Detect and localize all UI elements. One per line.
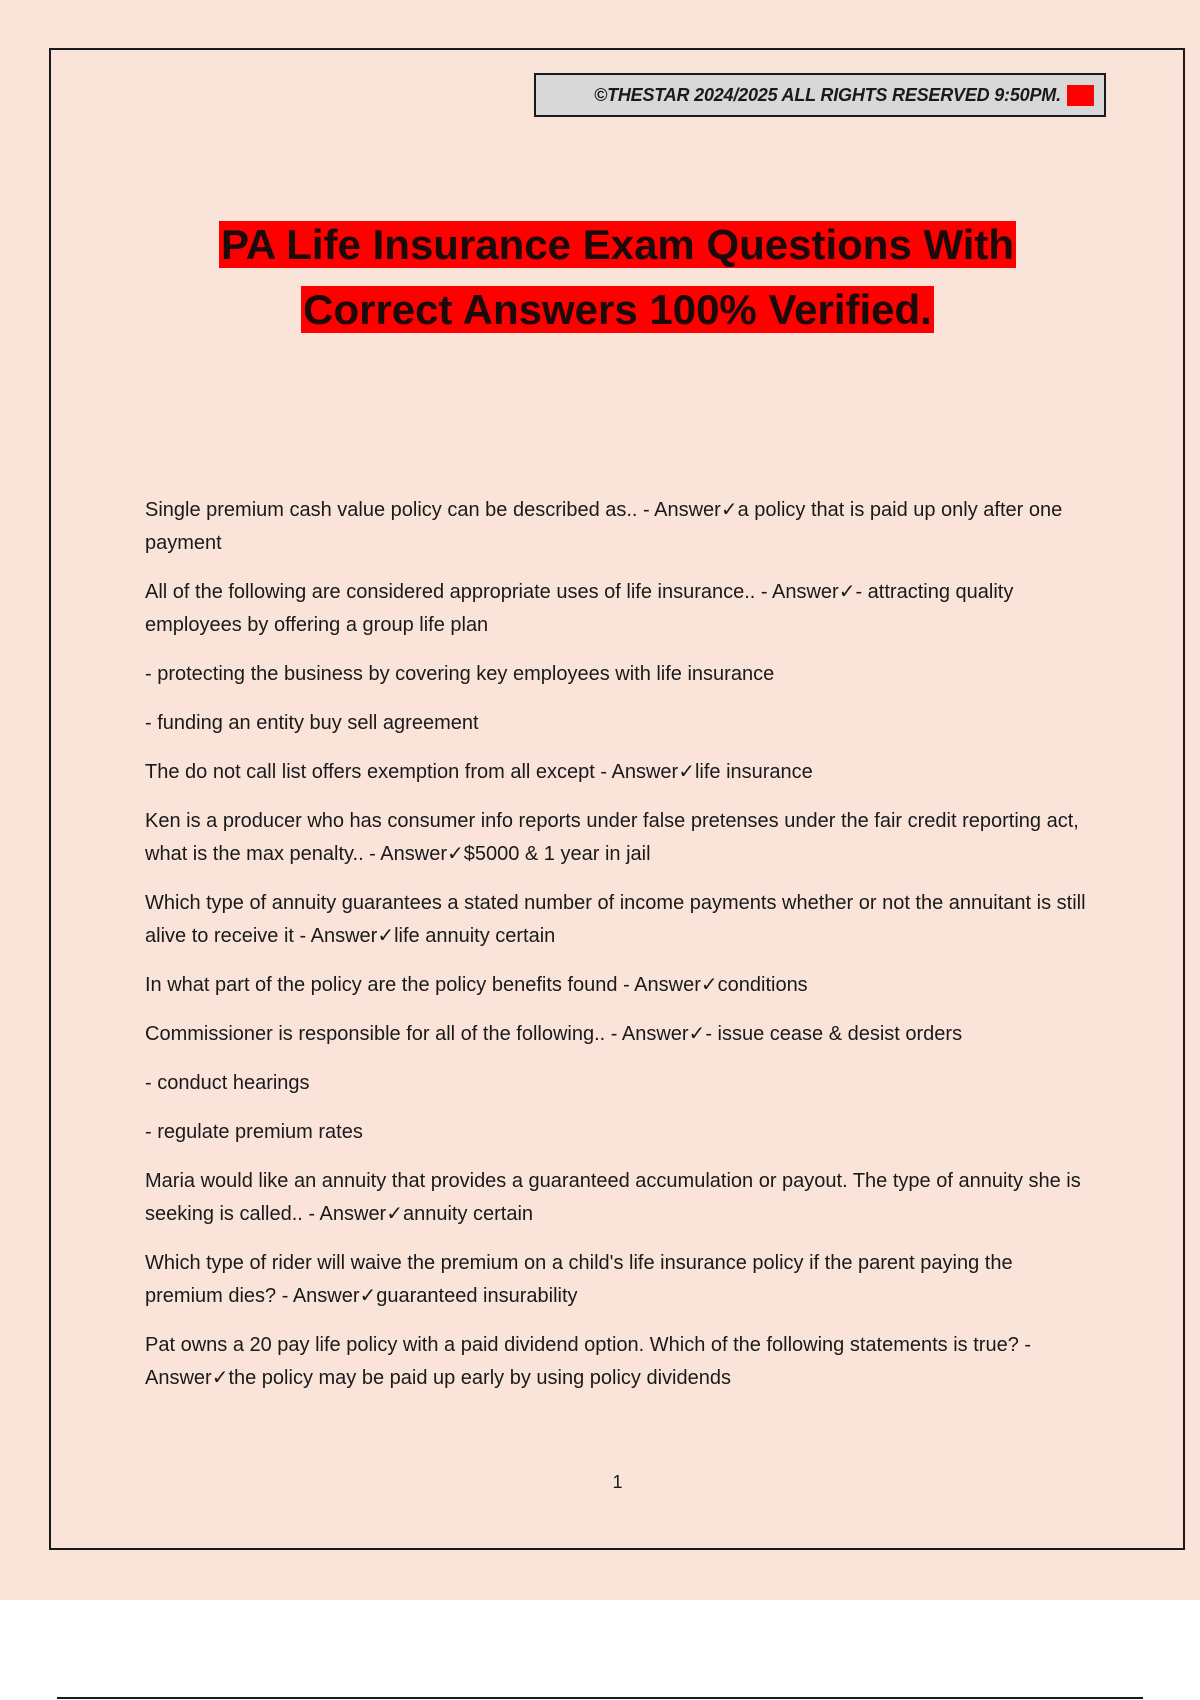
- title-line-1: PA Life Insurance Exam Questions With: [220, 221, 1015, 268]
- page-number: 1: [612, 1472, 623, 1492]
- grade-badge: A+: [1068, 84, 1092, 105]
- copyright-header: [534, 73, 1106, 117]
- question-paragraph: - protecting the business by covering key employees with life insurance: [145, 663, 775, 685]
- copyright-text: ©THESTAR 2024/2025 ALL RIGHTS RESERVED 9:50PM.: [594, 84, 1061, 105]
- document-title: [100, 212, 1135, 342]
- question-paragraph: The do not call list offers exemption from all except - Answer✓life insurance: [145, 761, 813, 783]
- question-paragraph: Commissioner is responsible for all of the following.. - Answer✓- issue cease & desist orders: [145, 1023, 963, 1045]
- question-paragraph: - conduct hearings: [145, 1072, 310, 1094]
- question-list: [145, 494, 1095, 1411]
- question-paragraph: Maria would like an annuity that provides a guaranteed accumulation or payout. The type of annuity she is seeking is called.. - Answer✓annuity certain: [145, 1170, 1081, 1225]
- question-paragraph: - regulate premium rates: [145, 1121, 363, 1143]
- title-line-2: Correct Answers 100% Verified.: [303, 286, 932, 333]
- question-paragraph: Ken is a producer who has consumer info reports under false pretenses under the fair credit reporting act, what is the max penalty.. - Answer✓$5000 & 1 year in jail: [145, 810, 1079, 865]
- question-paragraph: Which type of rider will waive the premium on a child's life insurance policy if the parent paying the premium dies? - Answer✓guaranteed insurability: [145, 1252, 1013, 1307]
- question-paragraph: - funding an entity buy sell agreement: [145, 712, 479, 734]
- question-paragraph: In what part of the policy are the policy benefits found - Answer✓conditions: [145, 974, 808, 996]
- question-paragraph: Pat owns a 20 pay life policy with a paid dividend option. Which of the following statements is true? - Answer✓the policy may be paid up early by using policy dividends: [145, 1334, 1032, 1389]
- question-paragraph: All of the following are considered appropriate uses of life insurance.. - Answer✓- attracting quality employees by offering a group life plan: [145, 581, 1014, 636]
- question-paragraph: Which type of annuity guarantees a stated number of income payments whether or not the annuitant is still alive to receive it - Answer✓life annuity certain: [145, 892, 1086, 947]
- next-page-divider: [57, 1697, 1143, 1699]
- question-paragraph: Single premium cash value policy can be described as.. - Answer✓a policy that is paid up only after one payment: [145, 499, 1063, 554]
